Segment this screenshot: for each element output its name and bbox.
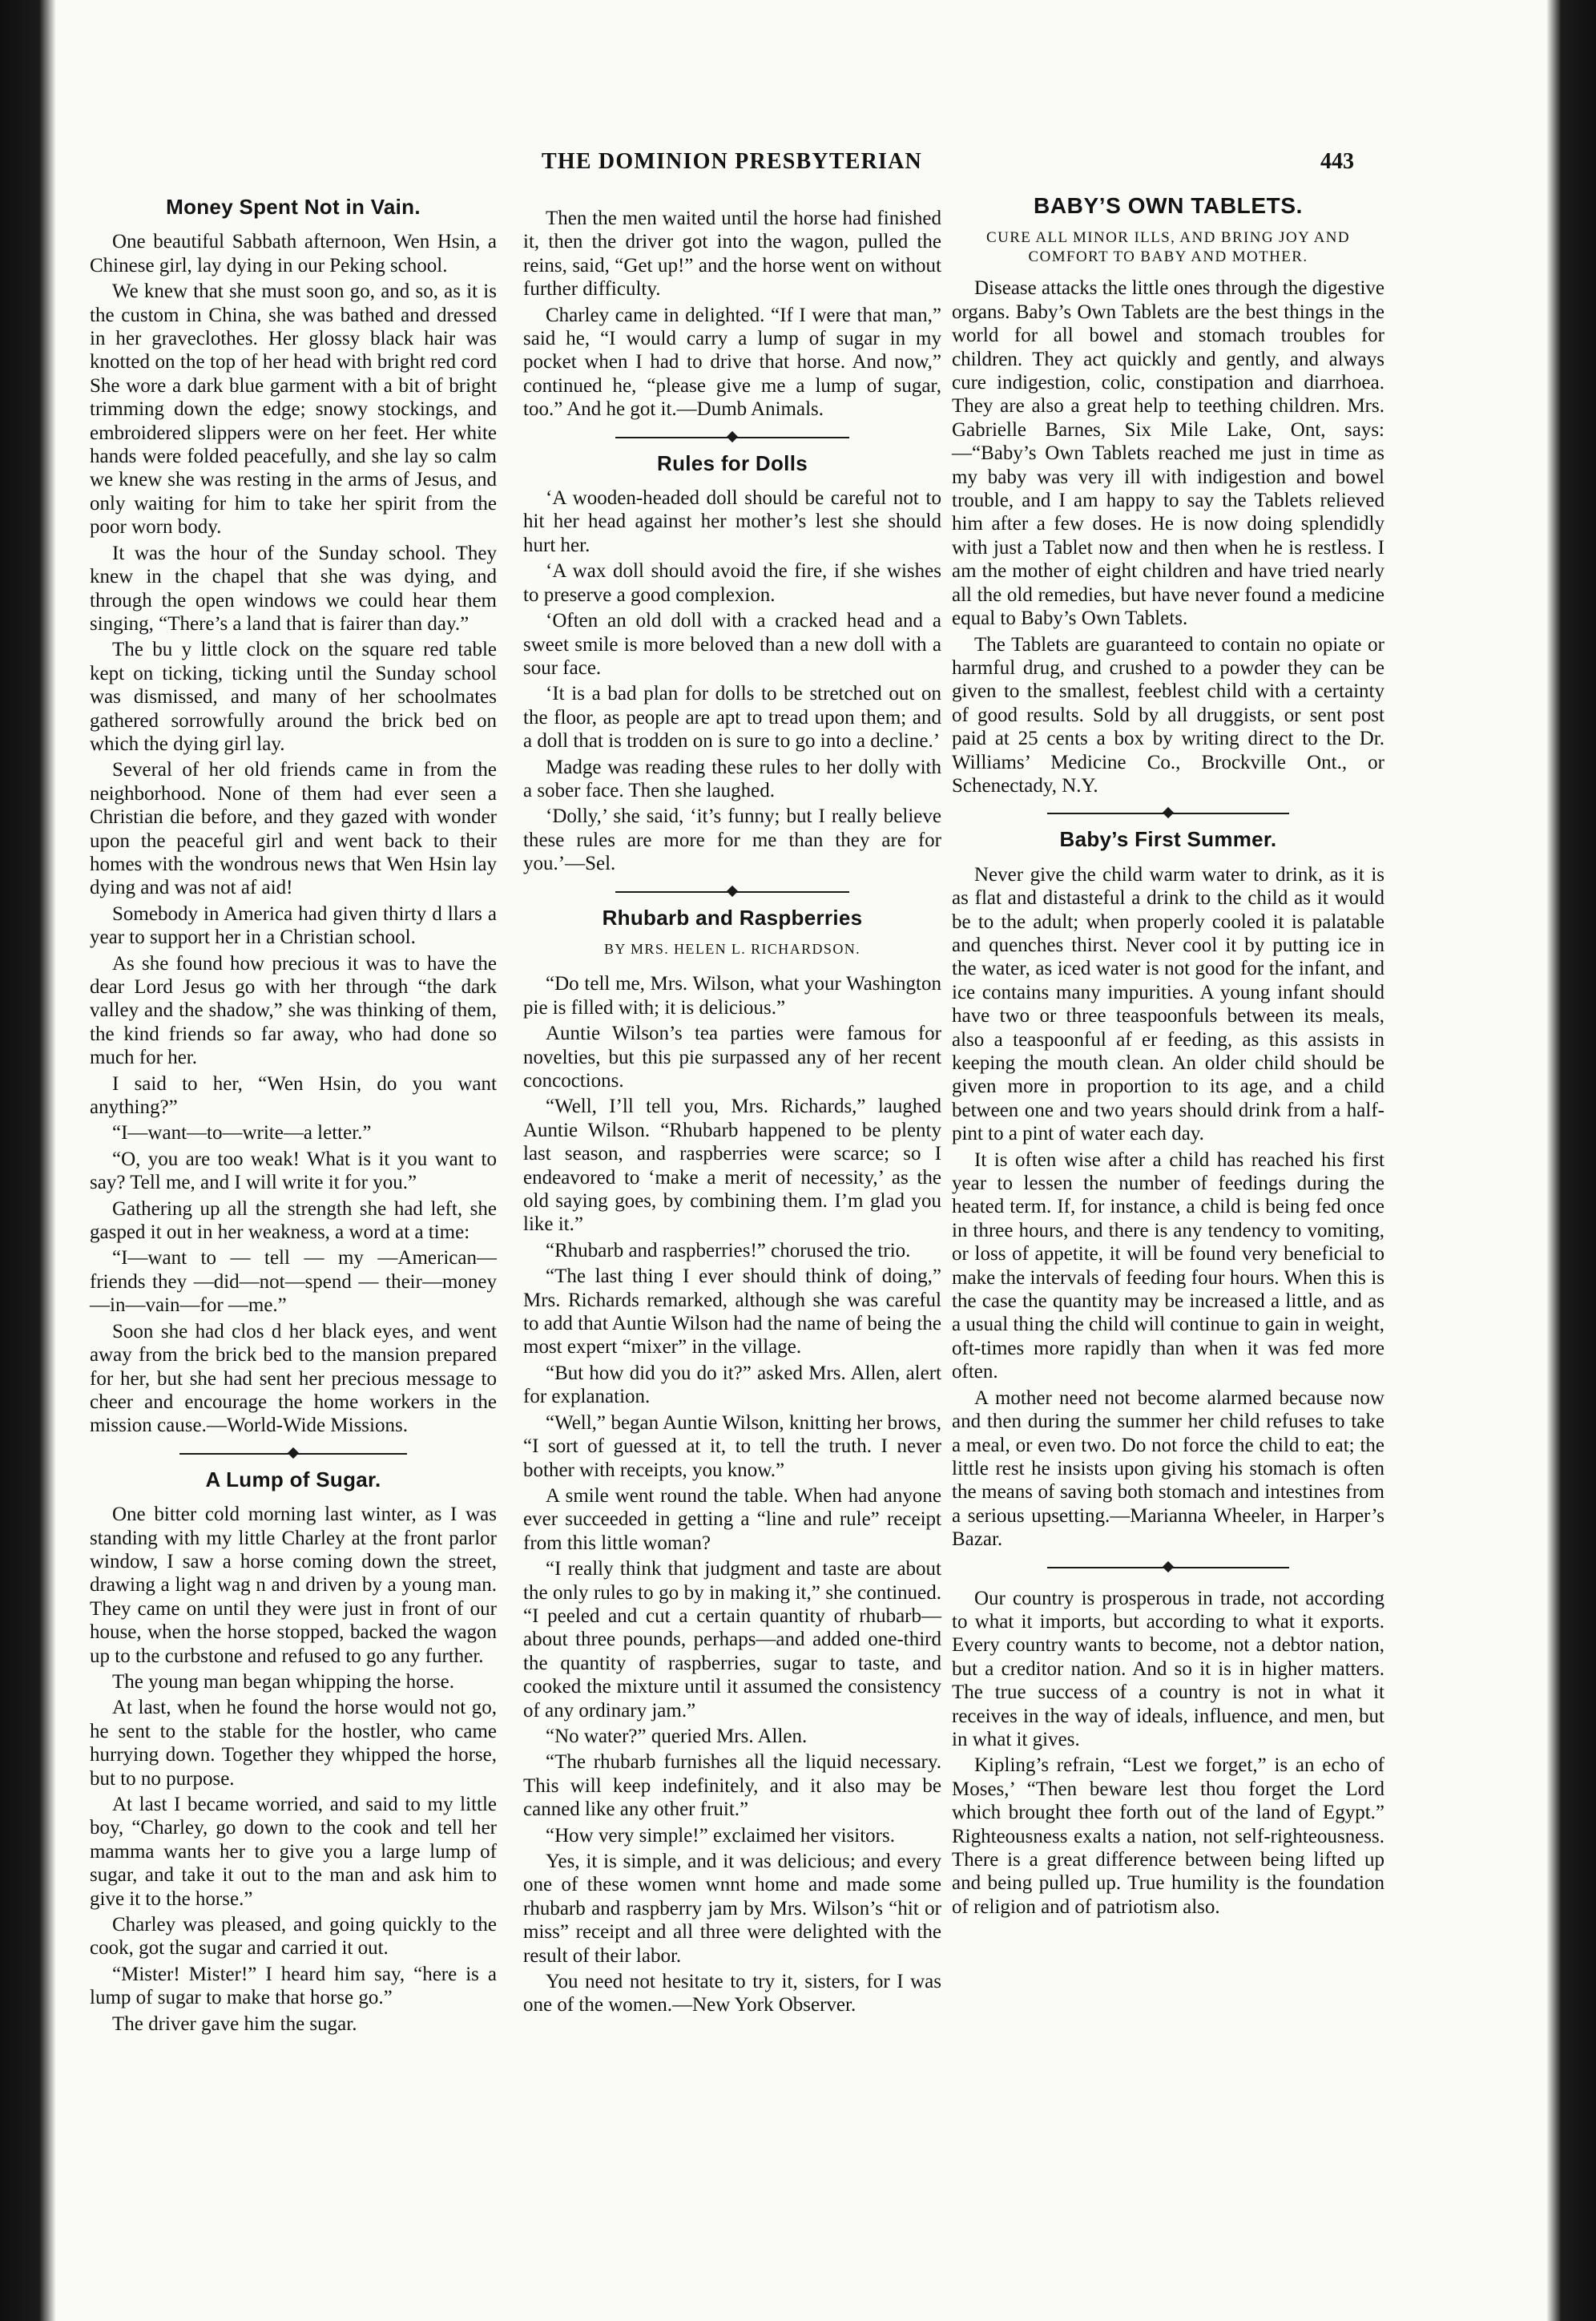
paragraph: ‘A wax doll should avoid the fire, if she wishes to preserve a good complexion.: [523, 560, 941, 606]
paragraph: It was the hour of the Sunday school. They knew in the chapel that she was dying, and through the open windows we could hear them singing, “There’s a land that is fairer than day.”: [90, 542, 497, 635]
ornament-divider: [952, 805, 1384, 821]
paragraph: The driver gave him the sugar.: [112, 2012, 357, 2035]
article-title: A Lump of Sugar.: [205, 1467, 381, 1491]
article-subhead: CURE ALL MINOR ILLS, AND BRING JOY AND COMFORT TO BABY AND MOTHER.: [986, 229, 1350, 266]
paragraph: A mother need not become alarmed because now and then during the summer her child refuses to take a meal, or even two. Do not force the child to eat; the little rest he insists upon giving his stomach is often the means of saving both stomach and intestines from a serious upsetting.—Marianna Wheeler, in Harper’s Bazar.: [952, 1387, 1384, 1551]
diamond-ornament-icon: [1163, 1560, 1174, 1572]
paragraph: “No water?” queried Mrs. Allen.: [546, 1725, 808, 1747]
paragraph: One beautiful Sabbath afternoon, Wen Hsin, a Chinese girl, lay dying in our Peking school.: [90, 231, 497, 277]
paragraph: Soon she had clos d her black eyes, and went away from the brick bed to the mansion prepared for her, but she had sent her precious message to cheer and encourage the home workers in the mission cause.—World-Wide Missions.: [90, 1320, 497, 1437]
diamond-ornament-icon: [1163, 807, 1174, 818]
paragraph: The bu y little clock on the square red table kept on ticking, ticking until the Sunday school was dismissed, and many of her schoolmates gathered sorrowfully around the brick bed on which the dying girl lay.: [90, 639, 497, 755]
paragraph: I said to her, “Wen Hsin, do you want anything?”: [90, 1072, 497, 1119]
paragraph: “Do tell me, Mrs. Wilson, what your Washington pie is filled with; it is delicious.”: [523, 973, 941, 1019]
paragraph: ‘Dolly,’ she said, ‘it’s funny; but I really believe these rules are more for me than they are for you.’—Sel.: [523, 805, 941, 875]
diamond-ornament-icon: [727, 885, 738, 896]
paragraph: “How very simple!” exclaimed her visitors.: [546, 1824, 895, 1847]
article-title: Money Spent Not in Vain.: [166, 195, 421, 219]
column-3: [952, 189, 1384, 1919]
paragraph: Our country is prosperous in trade, not according to what it imports, but according to what it exports. Every country wants to become, not a debtor nation, but a creditor nation. And so it is in higher matters. The true success of a country is not in what it receives in the way of ideals, influence, and men, but in what it gives.: [952, 1587, 1384, 1750]
column-2: [523, 189, 941, 2017]
paragraph: Auntie Wilson’s tea parties were famous for novelties, but this pie surpassed any of her recent concoctions.: [523, 1023, 941, 1092]
paragraph: The young man began whipping the horse.: [112, 1670, 454, 1693]
paragraph: A smile went round the table. When had anyone ever succeeded in getting a “line and rule” receipt from this little woman?: [523, 1484, 941, 1554]
paragraph: “The last thing I ever should think of doing,” Mrs. Richards remarked, although she was careful to add that Auntie Wilson had the name of being the most expert “mixer” in the village.: [523, 1265, 941, 1358]
paragraph: “Rhubarb and raspberries!” chorused the trio.: [546, 1239, 911, 1261]
paragraph: At last I became worried, and said to my little boy, “Charley, go down to the cook and tell her mamma wants her to give you a large lump of sugar, and take it out to the man and ask him to give it to the horse.”: [90, 1794, 497, 1910]
paragraph: Charley was pleased, and going quickly to the cook, got the sugar and carried it out.: [90, 1914, 497, 1960]
article-title: BABY’S OWN TABLETS.: [1034, 193, 1303, 218]
paragraph: Kipling’s refrain, “Lest we forget,” is an echo of Moses,’ “Then beware lest thou forget the Lord which brought thee forth out of the land of Egypt.” Righteousness exalts a nation, not self-righteousness. There is a great difference between being lifted up and being pulled up. True humility is the foundation of religion and of patriotism also.: [952, 1754, 1384, 1918]
running-head: THE DOMINION PRESBYTERIAN: [542, 149, 922, 174]
paragraph: “But how did you do it?” asked Mrs. Allen, alert for explanation.: [523, 1362, 941, 1408]
ornament-divider: [952, 1560, 1384, 1576]
paragraph: You need not hesitate to try it, sisters, for I was one of the women.—New York Observer.: [523, 1971, 941, 2016]
ornament-divider: [90, 1446, 497, 1462]
paragraph: “Mister! Mister!” I heard him say, “here is a lump of sugar to make that horse go.”: [90, 1963, 497, 2009]
scan-border-right: [1546, 0, 1596, 2321]
paragraph: Somebody in America had given thirty d llars a year to support her in a Christian school.: [90, 902, 497, 949]
paragraph: Then the men waited until the horse had finished it, then the driver got into the wagon, pulled the reins, said, “Get up!” and the horse went on without further difficulty.: [523, 208, 941, 301]
paragraph: We knew that she must soon go, and so, as it is the custom in China, she was bathed and dressed in her graveclothes. Her glossy black hair was knotted on the top of her head with bright red cord She wore a dark blue garment with a bit of bright trimming down the edge; snowy stockings, and embroidered slippers were on her feet. Her white hands were folded peacefully, and she lay so calm we knew she was resting in the arms of Jesus, and only waiting for him to take her spirit from the poor worn body.: [90, 281, 497, 539]
diamond-ornament-icon: [288, 1447, 299, 1459]
diamond-ornament-icon: [727, 431, 738, 442]
paragraph: One bitter cold morning last winter, as I was standing with my little Charley at the front parlor window, I saw a horse coming down the street, drawing a light wag n and driven by a young man. They came on until they were just in front of our house, when the horse stopped, backed the wagon up to the curbstone and refused to go any further.: [90, 1504, 497, 1667]
paragraph: Gathering up all the strength she had left, she gasped it out in her weakness, a word at a time:: [90, 1197, 497, 1244]
paragraph: “The rhubarb furnishes all the liquid necessary. This will keep indefinitely, and it also may be canned like any other fruit.”: [523, 1751, 941, 1821]
paragraph: It is often wise after a child has reached his first year to lessen the number of feedings during the heated term. If, for instance, a child is being fed once in three hours, and there is any tendency to vomiting, or loss of appetite, it will be found very beneficial to make the intervals of feeding four hours. When this is the case the quantity may be increased a little, and as a usual thing the child will continue to gain in weight, oft-times more rapidly than when it was fed more often.: [952, 1148, 1384, 1383]
paragraph: As she found how precious it was to have the dear Lord Jesus go with her through “the dark valley and the shadow,” she was thinking of them, the kind friends so far away, who had done so much for her.: [90, 952, 497, 1069]
paragraph: At last, when he found the horse would not go, he sent to the stable for the hostler, who came hurrying down. Together they whipped the horse, but to no purpose.: [90, 1697, 497, 1790]
paragraph: “O, you are too weak! What is it you want to say? Tell me, and I will write it for you.”: [90, 1148, 497, 1194]
paragraph: Disease attacks the little ones through the digestive organs. Baby’s Own Tablets are the best things in the world for all bowel and stomach troubles for children. They act quickly and gently, and always cure indigestion, colic, constipation and diarrhoea. They are also a great help to teething children. Mrs. Gabrielle Barnes, Six Mile Lake, Ont, says:—“Baby’s Own Tablets reached me just in time as my baby was very ill with indigestion and bowel trouble, and I am happy to say the Tablets relieved him after a few doses. He is now doing splendidly with just a Tablet now and then when he is restless. I am the mother of eight children and have tried nearly all the old remedies, but have never found a medicine equal to Baby’s Own Tablets.: [952, 277, 1384, 630]
paragraph: Charley came in delighted. “If I were that man,” said he, “I would carry a lump of sugar in my pocket when I had to drive that horse. And now,” continued he, “please give me a lump of sugar, too.” And he got it.—Dumb Animals.: [523, 304, 941, 421]
paragraph: “I—want to — tell — my —American—friends they —did—not—spend — their—money—in—vain—for —me.”: [90, 1247, 497, 1317]
paragraph: “I—want—to—write—a letter.”: [112, 1122, 372, 1144]
paragraph: “I really think that judgment and taste are about the only rules to go by in making it,” she continued. “I peeled and cut a certain quantity of rhubarb—about three pounds, perhaps—and added one-third the quantity of raspberries, sugar to taste, and cooked the mixture until it assumed the consistency of any ordinary jam.”: [523, 1558, 941, 1722]
paragraph: “Well, I’ll tell you, Mrs. Richards,” laughed Auntie Wilson. “Rhubarb happened to be plenty last season, and raspberries were scarce; so I endeavored to ‘make a merit of necessity,’ as the old saying goes, by combining them. I’m glad you like it.”: [523, 1096, 941, 1236]
ornament-divider: [523, 430, 941, 446]
article-title: Rules for Dolls: [657, 450, 808, 475]
scan-border-left: [0, 0, 56, 2321]
paragraph: ‘Often an old doll with a cracked head and a sweet smile is more beloved than a new doll with a sour face.: [523, 610, 941, 679]
paragraph: Yes, it is simple, and it was delicious; and every one of these women wnnt home and made some rhubarb and raspberry jam by Mrs. Wilson’s “hit or miss” receipt and all three were delighted with the result of their labor.: [523, 1851, 941, 1967]
paragraph: Never give the child warm water to drink, as it is as flat and distasteful a drink to the child as it would be to the adult; when properly cooled it is palatable and quenches thirst. Never cool it by putting ice in the water, as iced water is not good for the infant, and ice contains many impurities. A young infant should have two or three teaspoonfuls between its meals, also a teaspoonful af er feeding, as this assists in keeping the mouth clean. An older child should be given more in proportion to its age, and a child between one and two years should drink from a half-pint to a pint of water each day.: [952, 863, 1384, 1145]
ornament-divider: [523, 884, 941, 900]
paragraph: ‘It is a bad plan for dolls to be stretched out on the floor, as people are apt to tread upon them; and a doll that is trodden on is sure to go into a decline.’: [523, 683, 941, 753]
page-number: 443: [1320, 149, 1354, 174]
article-title: Rhubarb and Raspberries: [602, 905, 863, 930]
paragraph: ‘A wooden-headed doll should be careful not to hit her head against her mother’s lest she should hurt her.: [523, 487, 941, 556]
paragraph: Madge was reading these rules to her dolly with a sober face. Then she laughed.: [523, 756, 941, 801]
paragraph: Several of her old friends came in from the neighborhood. None of them had ever seen a Christian die before, and they gazed with wonder upon the peaceful girl and went back to their homes with the wondrous news that Wen Hsin lay dying and was not af aid!: [90, 759, 497, 899]
column-1: [90, 189, 497, 2036]
paragraph: “Well,” began Auntie Wilson, knitting her brows, “I sort of guessed at it, to tell the truth. I never bother with receipts, you know.”: [523, 1411, 941, 1481]
paragraph: The Tablets are guaranteed to contain no opiate or harmful drug, and crushed to a powder they can be given to the smallest, feeblest child with a certainty of good results. Sold by all druggists, or sent post paid at 25 cents a box by writing direct to the Dr. Williams’ Medicine Co., Brockville Ont., or Schenectady, N.Y.: [952, 633, 1384, 797]
byline: BY MRS. HELEN L. RICHARDSON.: [603, 940, 861, 957]
article-title: Baby’s First Summer.: [1059, 827, 1277, 852]
